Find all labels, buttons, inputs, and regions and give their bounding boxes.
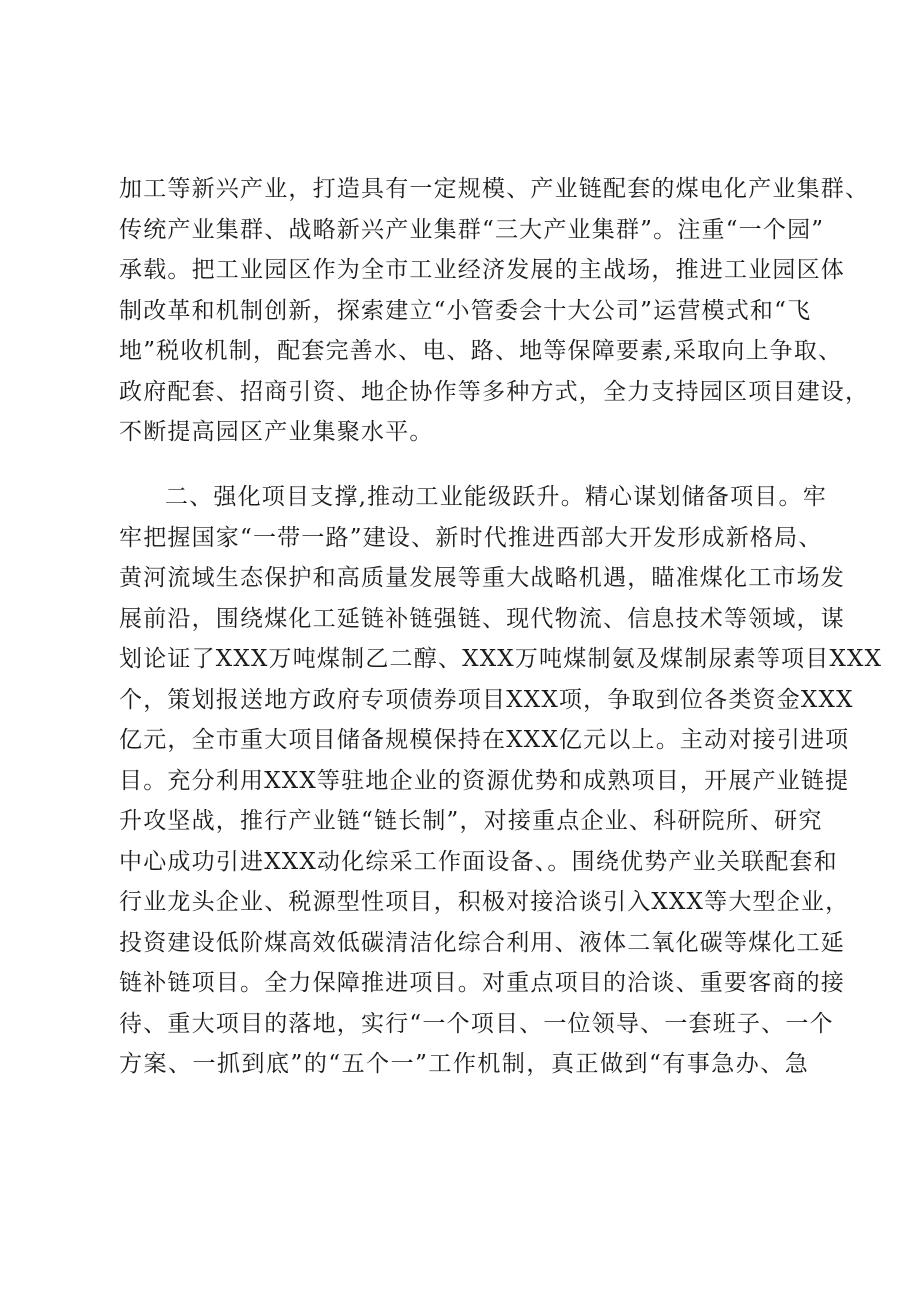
text-line: 牢把握国家“一带一路”建设、新时代推进西部大开发形成新格局、 <box>119 524 823 551</box>
text-line: 划论证了XXX万吨煤制乙二醇、XXX万吨煤制氨及煤制尿素等项目XXX <box>119 646 883 672</box>
text-line: 投资建设低阶煤高效低碳清洁化综合利用、液体二氧化碳等煤化工延 <box>119 929 845 956</box>
text-line: 升攻坚战，推行产业链“链长制”，对接重点企业、科研院所、研究 <box>119 808 823 834</box>
paragraph-1 <box>119 169 870 453</box>
text-line: 方案、一抓到底”的“五个一”工作机制，真正做到“有事急办、急 <box>119 1051 809 1077</box>
text-line: 不断提高园区产业集聚水平。 <box>119 419 434 445</box>
text-line: 链补链项目。全力保障推进项目。对重点项目的洽谈、重要客商的接 <box>119 970 845 996</box>
text-line: 加工等新兴产业，打造具有一定规模、产业链配套的煤电化产业集群、 <box>119 176 870 202</box>
paragraph-2 <box>119 477 883 1085</box>
text-line: 中心成功引进XXX动化综采工作面设备、。围绕优势产业关联配套和 <box>119 848 838 875</box>
text-line: 承载。把工业园区作为全市工业经济发展的主战场，推进工业园区体 <box>119 257 845 283</box>
text-line: 政府配套、招商引资、地企协作等多种方式，全力支持园区项目建设， <box>119 378 870 405</box>
text-line: 待、重大项目的落地，实行“一个项目、一位领导、一套班子、一个 <box>119 1010 834 1037</box>
text-line: 地”税收机制，配套完善水、电、路、地等保障要素,采取向上争取、 <box>119 338 843 364</box>
text-line: 行业龙头企业、税源型性项目，积极对接洽谈引入XXX等大型企业， <box>119 889 850 915</box>
text-line: 目。充分利用XXX等驻地企业的资源优势和成熟项目，开展产业链提 <box>119 767 850 794</box>
text-line: 黄河流域生态保护和高质量发展等重大战略机遇，瞄准煤化工市场发 <box>119 565 845 591</box>
text-line: 亿元，全市重大项目储备规模保持在XXX亿元以上。主动对接引进项 <box>119 727 850 753</box>
text-line: 制改革和机制创新，探索建立“小管委会十大公司”运营模式和“飞 <box>119 297 812 324</box>
text-line: 展前沿，围绕煤化工延链补链强链、现代物流、信息技术等领域，谋 <box>119 605 845 632</box>
text-line: 个，策划报送地方政府专项债券项目XXX项，争取到位各类资金XXX <box>119 686 854 713</box>
text-line: 传统产业集群、战略新兴产业集群“三大产业集群”。注重“一个园” <box>119 216 825 243</box>
section-heading-line: 二、强化项目支撑,推动工业能级跃升。精心谋划储备项目。牢 <box>165 484 827 510</box>
